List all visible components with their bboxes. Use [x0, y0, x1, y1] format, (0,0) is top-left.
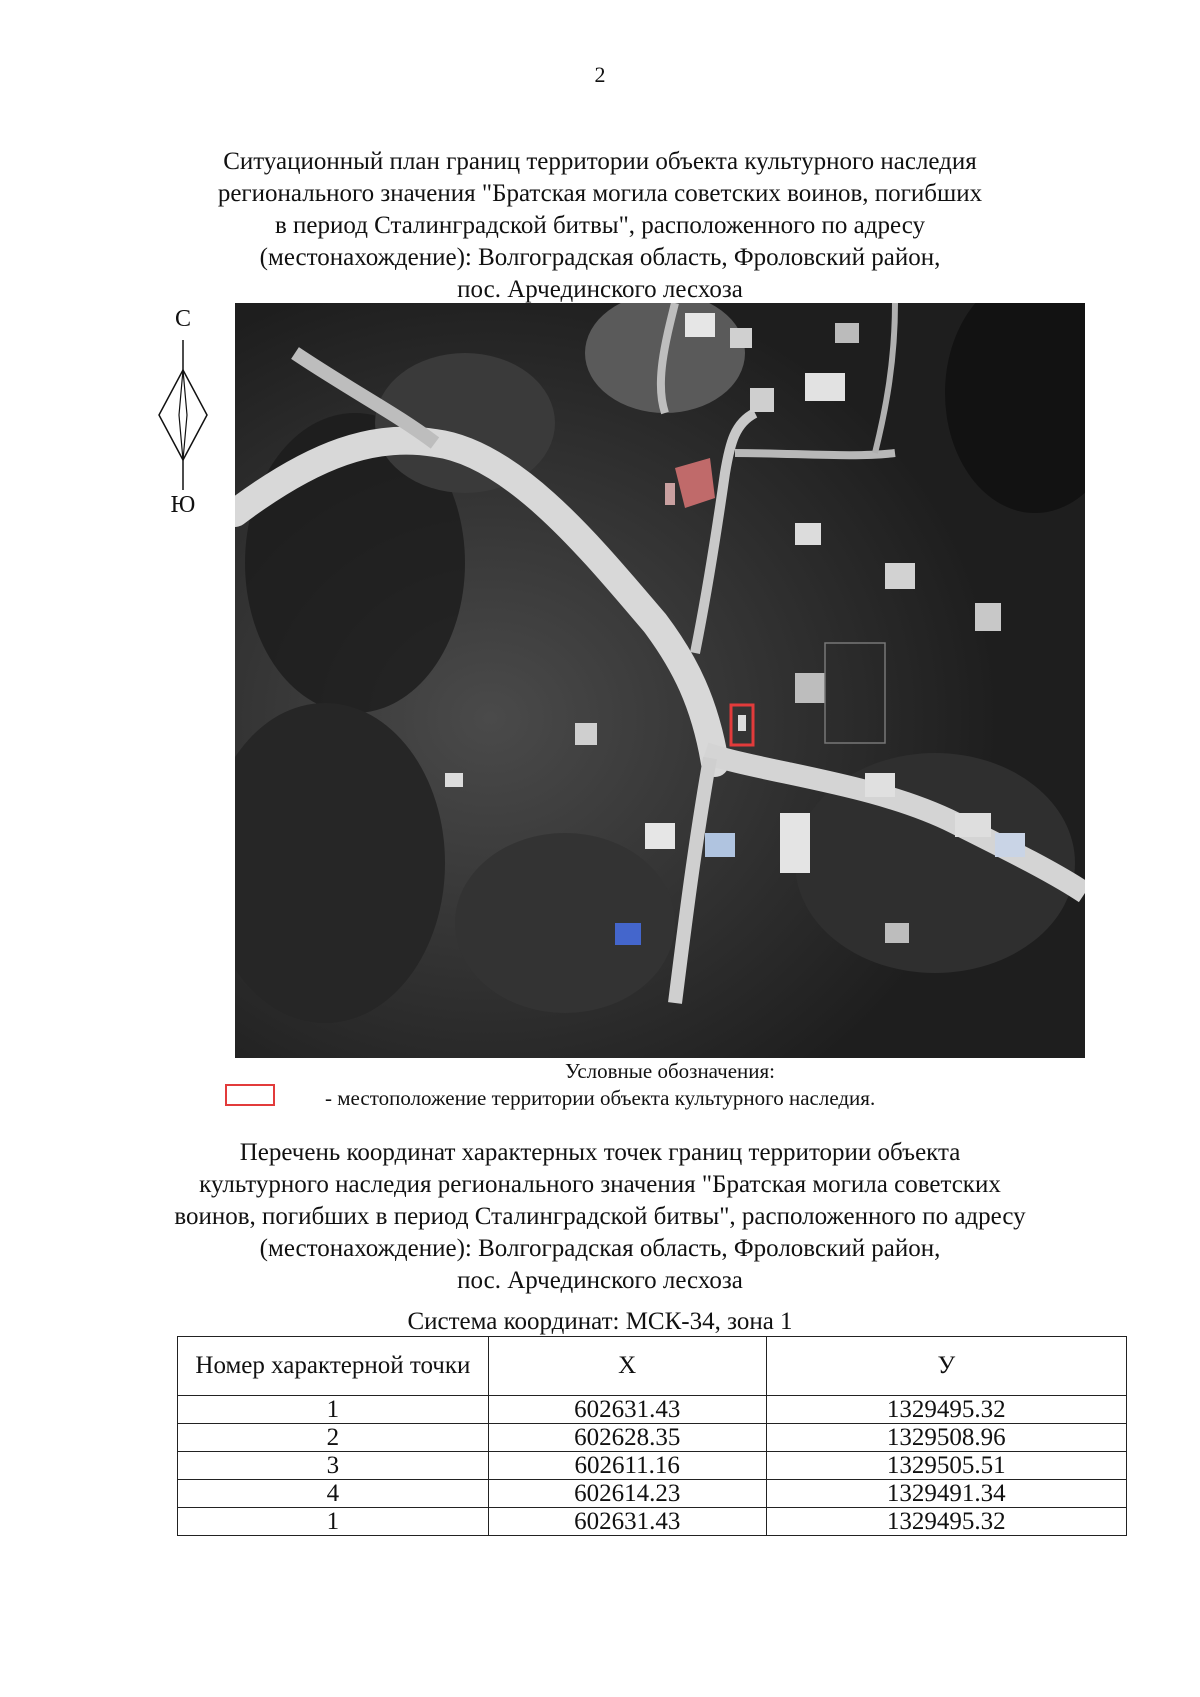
table-row	[178, 1508, 1127, 1536]
table-row	[178, 1480, 1127, 1508]
y-cell: 1329495.32	[766, 1396, 1126, 1424]
legend-title: Условные обозначения:	[564, 1059, 776, 1083]
x-cell: 602631.43	[488, 1396, 766, 1424]
satellite-image	[235, 303, 1085, 1058]
table-row	[178, 1452, 1127, 1480]
point-number-cell: 1	[178, 1396, 489, 1424]
table-header-row	[178, 1337, 1127, 1396]
compass-arrow-icon	[140, 340, 230, 490]
y-cell: 1329505.51	[766, 1452, 1126, 1480]
map-title-line: пос. Арчединского лесхоза	[457, 276, 743, 303]
map-title-line: Ситуационный план границ территории объекта культурного наследия	[223, 148, 977, 175]
list-title-line: (местонахождение): Волгоградская область, Фроловский район,	[259, 1235, 941, 1262]
compass-south-label: Ю	[170, 492, 196, 518]
satellite-map	[235, 303, 1085, 1058]
header-y: У	[766, 1337, 1126, 1396]
list-title-line: Перечень координат характерных точек границ территории объекта	[239, 1139, 961, 1166]
y-cell: 1329495.32	[766, 1508, 1126, 1536]
x-cell: 602628.35	[488, 1424, 766, 1452]
header-point-number: Номер характерной точки	[178, 1337, 489, 1396]
coordinates-list-title	[150, 1137, 1050, 1297]
map-title-line: (местонахождение): Волгоградская область, Фроловский район,	[259, 244, 941, 271]
x-cell: 602611.16	[488, 1452, 766, 1480]
coordinate-system-label: Система координат: МСК-34, зона 1	[407, 1308, 793, 1335]
map-title-line: в период Сталинградской битвы", расположенного по адресу	[275, 212, 925, 239]
north-arrow	[140, 306, 230, 526]
table-row	[178, 1396, 1127, 1424]
coordinates-table	[177, 1336, 1127, 1536]
x-cell: 602614.23	[488, 1480, 766, 1508]
y-cell: 1329491.34	[766, 1480, 1126, 1508]
point-number-cell: 4	[178, 1480, 489, 1508]
page-number: 2	[594, 62, 606, 87]
legend-swatch	[225, 1084, 275, 1106]
list-title-line: пос. Арчединского лесхоза	[457, 1267, 743, 1294]
map-title-line: регионального значения "Братская могила советских воинов, погибших	[217, 180, 983, 207]
point-number-cell: 2	[178, 1424, 489, 1452]
point-number-cell: 1	[178, 1508, 489, 1536]
list-title-line: воинов, погибших в период Сталинградской битвы", расположенного по адресу	[174, 1203, 1026, 1230]
list-title-line: культурного наследия регионального значения "Братская могила советских	[199, 1171, 1001, 1198]
legend-item-text: - местоположение территории объекта культурного наследия.	[325, 1086, 876, 1110]
table-row	[178, 1424, 1127, 1452]
point-number-cell: 3	[178, 1452, 489, 1480]
compass-north-label: С	[174, 306, 191, 332]
x-cell: 602631.43	[488, 1508, 766, 1536]
y-cell: 1329508.96	[766, 1424, 1126, 1452]
map-title	[180, 146, 1020, 306]
header-x: X	[488, 1337, 766, 1396]
